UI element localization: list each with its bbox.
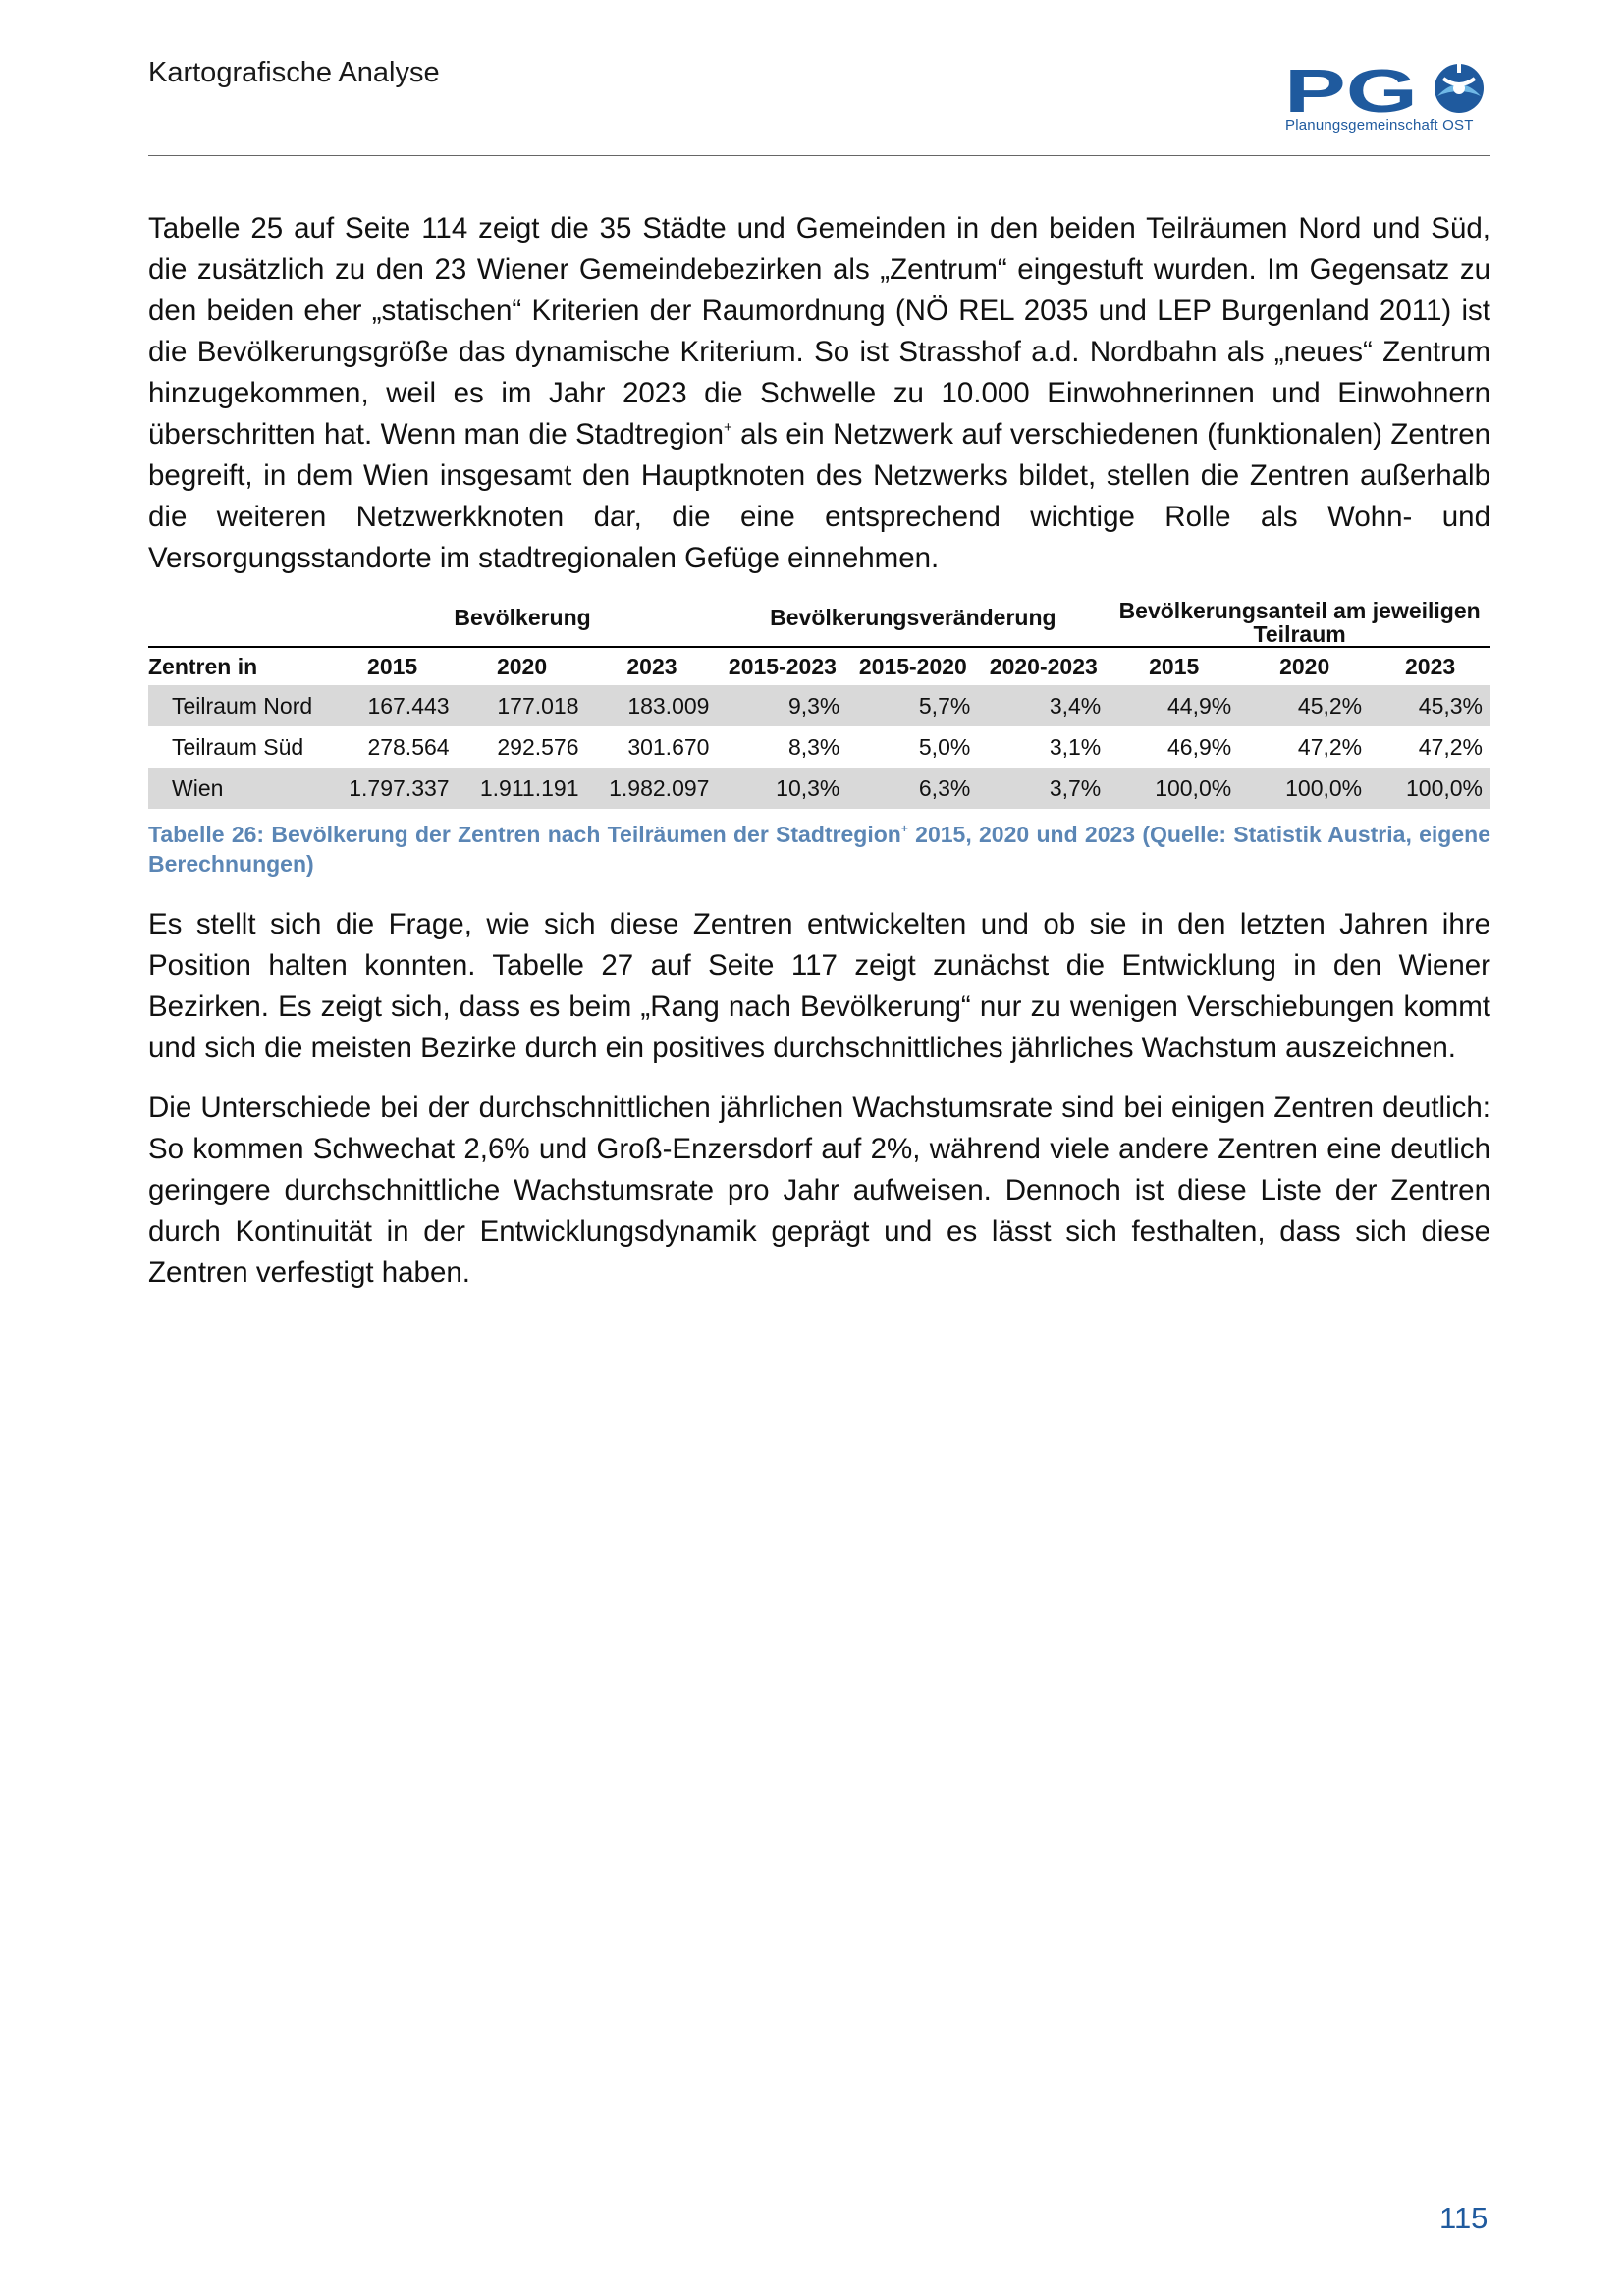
- table-row: [148, 726, 1490, 768]
- table-cell: 45,2%: [1239, 685, 1370, 726]
- table-caption-rest: 2015, 2020 und 2023 (Quelle: Statistik Austria, eigene Berechnungen): [148, 822, 1490, 877]
- group-header-blank: [148, 589, 328, 647]
- table-cell: 100,0%: [1370, 768, 1490, 809]
- table-cell: 10,3%: [717, 768, 847, 809]
- paragraph-growth-rates: Die Unterschiede bei der durchschnittlichen jährlichen Wachstumsrate sind bei einigen Zentren deutlich: So kommen Schwechat 2,6% und Groß-Enzersdorf auf 2%, während viele andere Zentren eine deutlich geringere durchschnittliche Wachstumsrate pro Jahr aufweisen. Dennoch ist diese Liste der Zentren durch Kontinuität in der Entwicklungsdynamik geprägt und es lässt sich festhalten, dass sich diese Zentren verfestigt haben.: [148, 1092, 1490, 1289]
- table-cell: 100,0%: [1239, 768, 1370, 809]
- table-cell: 167.443: [328, 685, 458, 726]
- table-cell-name: Teilraum Süd: [172, 733, 304, 760]
- table-cell: 8,3%: [787, 733, 840, 760]
- column-header: 2015-2020: [847, 647, 978, 685]
- table-cell: 183.009: [587, 685, 718, 726]
- logo-subtitle: Planungsgemeinschaft OST: [1285, 117, 1474, 133]
- header-divider: [148, 155, 1490, 156]
- table-cell: 5,7%: [847, 685, 978, 726]
- logo-globe-icon: [1435, 61, 1484, 113]
- table-cell-name: Teilraum Nord: [148, 685, 328, 726]
- table-cell: 46,9%: [1166, 733, 1232, 760]
- table-cell: 3,1%: [1049, 733, 1102, 760]
- table-caption: [148, 820, 1490, 879]
- column-header: 2023: [1370, 647, 1490, 685]
- table-cell: 1.911.191: [458, 768, 587, 809]
- table-cell: 6,3%: [847, 768, 978, 809]
- logo-letters: PG: [1284, 61, 1418, 126]
- table-cell: 47,2%: [1297, 733, 1363, 760]
- table-cell: 1.982.097: [587, 768, 718, 809]
- group-header-population: Bevölkerung: [454, 604, 591, 630]
- table-cell: 5,0%: [918, 733, 971, 760]
- paragraph-intro: [148, 208, 1490, 579]
- table-cell: 278.564: [367, 733, 450, 760]
- table-row: [148, 685, 1490, 726]
- column-header: 2015: [1109, 647, 1239, 685]
- table-cell-name: Wien: [148, 768, 328, 809]
- column-header-zentren: Zentren in: [148, 647, 328, 685]
- population-table: [148, 589, 1490, 809]
- superscript-plus: +: [724, 419, 732, 436]
- caption-superscript-plus: +: [900, 822, 908, 835]
- table-cell: 3,7%: [978, 768, 1109, 809]
- table-cell: 301.670: [627, 733, 710, 760]
- table-cell: 292.576: [497, 733, 579, 760]
- paragraph-intro-rest: als ein Netzwerk auf verschiedenen (funktionalen) Zentren begreift, in dem Wien insgesamt den Hauptknoten des Netzwerks bildet, stellen die Zentren außerhalb die weiteren Netzwerkknoten dar, die eine entsprechend wichtige Rolle als Wohn- und Versorgungsstandorte im stadtregionalen Gefüge einnehmen.: [148, 418, 1491, 574]
- page-number: 115: [1439, 2201, 1489, 2235]
- table-cell: 44,9%: [1109, 685, 1239, 726]
- paragraph-intro-text: Tabelle 25 auf Seite 114 zeigt die 35 Städte und Gemeinden in den beiden Teilräumen Nord und Süd, die zusätzlich zu den 23 Wiener Gemeindebezirken als „Zentrum“ eingestuft wurden. Im Gegensatz zu den beiden eher „statischen“ Kriterien der Raumordnung (NÖ REL 2035 und LEP Burgenland 2011) ist die Bevölkerungsgröße das dynamische Kriterium. So ist Strasshof a.d. Nordbahn als „neues“ Zentrum hinzugekommen, weil es im Jahr 2023 die Schwelle zu 10.000 Einwohnerinnen und Einwohnern überschritten hat. Wenn man die Stadtregion: [148, 212, 1490, 451]
- column-header: 2023: [587, 647, 718, 685]
- column-header: 2020: [458, 647, 587, 685]
- table-caption-text: Tabelle 26: Bevölkerung der Zentren nach Teilräumen der Stadtregion: [148, 822, 901, 847]
- column-header: 2020-2023: [978, 647, 1109, 685]
- group-header-share: Bevölkerungsanteil am jeweiligen Teilraum: [1118, 598, 1481, 647]
- column-header: 2015-2023: [717, 647, 847, 685]
- table-cell: 1.797.337: [328, 768, 458, 809]
- column-header: 2015: [328, 647, 458, 685]
- table-cell: 177.018: [458, 685, 587, 726]
- table-cell: 47,2%: [1418, 733, 1483, 760]
- table-cell: 100,0%: [1109, 768, 1239, 809]
- column-header: 2020: [1239, 647, 1370, 685]
- page-header-title: Kartografische Analyse: [148, 57, 440, 88]
- group-header-change: Bevölkerungsveränderung: [770, 604, 1056, 630]
- table-row: [148, 768, 1490, 809]
- paragraph-development: Es stellt sich die Frage, wie sich diese Zentren entwickelten und ob sie in den letzten Jahren ihre Position halten konnten. Tabelle 27 auf Seite 117 zeigt zunächst die Entwicklung in den Wiener Bezirken. Es zeigt sich, dass es beim „Rang nach Bevölkerung“ nur zu wenigen Verschiebungen kommt und sich die meisten Bezirke durch ein positives durchschnittliches jährliches Wachstum auszeichnen.: [148, 908, 1490, 1064]
- table-cell: 9,3%: [717, 685, 847, 726]
- table-cell: 45,3%: [1370, 685, 1490, 726]
- table-cell: 3,4%: [978, 685, 1109, 726]
